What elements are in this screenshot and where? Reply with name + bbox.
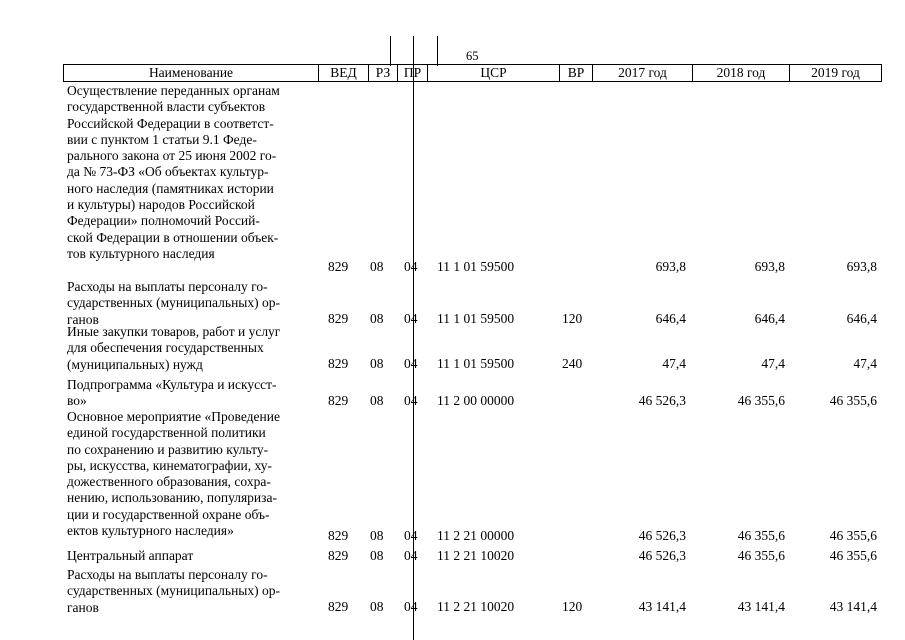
cell-ved: 829 — [328, 547, 349, 563]
cell-ved: 829 — [328, 598, 349, 614]
cell-ved: 829 — [328, 310, 349, 326]
table-row — [0, 548, 905, 564]
column-divider-top — [437, 36, 438, 66]
cell-csr: 11 1 01 59500 — [437, 310, 515, 326]
header-pr: ПР — [398, 65, 428, 82]
header-2019: 2019 год — [790, 65, 882, 82]
cell-y2017: 47,4 — [662, 355, 686, 371]
cell-pr: 04 — [404, 527, 418, 543]
cell-rz: 08 — [370, 258, 384, 274]
cell-y2018: 693,8 — [754, 258, 785, 274]
cell-rz: 08 — [370, 527, 384, 543]
cell-y2019: 46 355,6 — [829, 547, 877, 563]
cell-ved: 829 — [328, 392, 349, 408]
cell-vr: 120 — [562, 310, 583, 326]
table-row — [0, 324, 905, 372]
cell-y2018: 46 355,6 — [737, 392, 785, 408]
cell-y2018: 47,4 — [761, 355, 785, 371]
cell-pr: 04 — [404, 547, 418, 563]
cell-csr: 11 1 01 59500 — [437, 258, 515, 274]
table-row — [0, 409, 905, 544]
header-ved: ВЕД — [319, 65, 369, 82]
cell-y2018: 646,4 — [754, 310, 785, 326]
cell-y2017: 46 526,3 — [638, 527, 686, 543]
page-number: 65 — [466, 49, 479, 63]
cell-y2018: 46 355,6 — [737, 547, 785, 563]
cell-ved: 829 — [328, 355, 349, 371]
table-header — [63, 64, 882, 82]
cell-y2019: 46 355,6 — [829, 392, 877, 408]
cell-y2017: 46 526,3 — [638, 547, 686, 563]
cell-csr: 11 2 00 00000 — [437, 392, 515, 408]
cell-y2018: 46 355,6 — [737, 527, 785, 543]
header-2017: 2017 год — [593, 65, 693, 82]
cell-pr: 04 — [404, 355, 418, 371]
cell-ved: 829 — [328, 527, 349, 543]
table-row — [0, 567, 905, 615]
cell-y2017: 646,4 — [655, 310, 686, 326]
cell-csr: 11 2 21 10020 — [437, 598, 515, 614]
cell-rz: 08 — [370, 547, 384, 563]
row-name: Осуществление переданных органам государственной власти субъектов Российской Федерации в соответст- вии с пунктом 1 статьи 9.1 Феде- рального закона от 25 июня 2002 го- да № 73-ФЗ «Об объектах культур- ного наследия (памятниках истории и культуры) народов Российской Федерации» полномочий Россий- ской Федерации в отношении объек- тов культурного наследия — [67, 83, 280, 261]
cell-y2018: 43 141,4 — [737, 598, 785, 614]
table-row — [0, 83, 905, 275]
cell-rz: 08 — [370, 355, 384, 371]
table-row — [0, 279, 905, 327]
cell-y2017: 43 141,4 — [638, 598, 686, 614]
cell-vr: 120 — [562, 598, 583, 614]
cell-csr: 11 2 21 00000 — [437, 527, 515, 543]
row-name: Иные закупки товаров, работ и услуг для обеспечения государственных (муниципальных) нужд — [67, 324, 281, 372]
table-row — [0, 377, 905, 409]
header-csr: ЦСР — [428, 65, 560, 82]
row-name: Расходы на выплаты персоналу го- сударственных (муниципальных) ор- ганов — [67, 567, 280, 615]
cell-y2019: 46 355,6 — [829, 527, 877, 543]
cell-y2017: 46 526,3 — [638, 392, 686, 408]
row-name: Подпрограмма «Культура и искусст- во» — [67, 377, 277, 409]
cell-y2019: 47,4 — [853, 355, 877, 371]
row-name: Основное мероприятие «Проведение единой государственной политики по сохранению и развитию культу- ры, искусства, кинематографии, ху- дожественного образования, сохра- нению, использованию, популяриза- ции и государственной охране объ- ектов культурного наследия» — [67, 409, 280, 539]
header-rz: РЗ — [369, 65, 398, 82]
cell-y2019: 646,4 — [846, 310, 877, 326]
cell-rz: 08 — [370, 392, 384, 408]
cell-rz: 08 — [370, 310, 384, 326]
cell-pr: 04 — [404, 258, 418, 274]
row-name: Центральный аппарат — [67, 548, 194, 563]
header-vr: ВР — [560, 65, 593, 82]
header-name: Наименование — [64, 65, 319, 82]
cell-pr: 04 — [404, 310, 418, 326]
cell-pr: 04 — [404, 598, 418, 614]
cell-vr: 240 — [562, 355, 583, 371]
row-name: Расходы на выплаты персоналу го- сударственных (муниципальных) ор- ганов — [67, 279, 280, 327]
cell-y2017: 693,8 — [655, 258, 686, 274]
cell-rz: 08 — [370, 598, 384, 614]
column-divider-top — [390, 36, 391, 66]
cell-pr: 04 — [404, 392, 418, 408]
cell-csr: 11 1 01 59500 — [437, 355, 515, 371]
cell-y2019: 693,8 — [846, 258, 877, 274]
cell-ved: 829 — [328, 258, 349, 274]
cell-y2019: 43 141,4 — [829, 598, 877, 614]
header-2018: 2018 год — [693, 65, 790, 82]
cell-csr: 11 2 21 10020 — [437, 547, 515, 563]
